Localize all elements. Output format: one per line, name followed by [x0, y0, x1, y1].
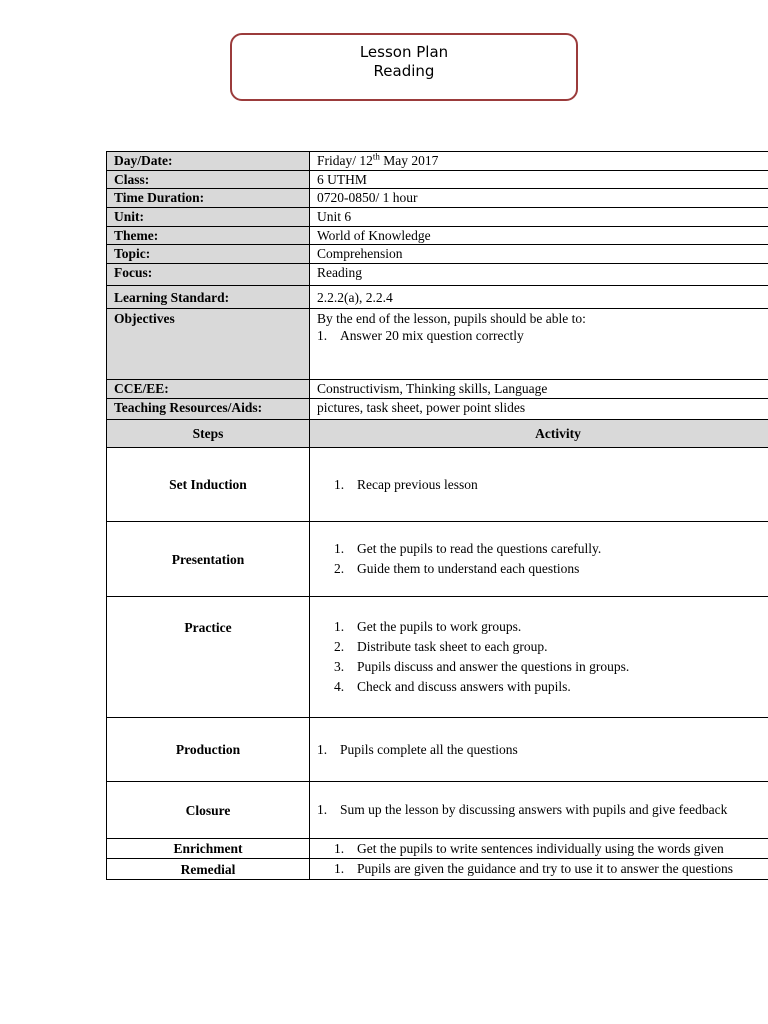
list-item: 1. Get the pupils to work groups. [334, 619, 522, 634]
row-time [107, 189, 768, 208]
day-date-value: Friday/ 12th May 2017 [310, 152, 768, 171]
title-line-2: Reading [373, 62, 435, 80]
unit-value: Unit 6 [310, 208, 768, 227]
row-set-induction [107, 448, 768, 522]
row-closure [107, 782, 768, 839]
list-item: 1. Get the pupils to read the questions carefully. [334, 541, 602, 556]
row-unit [107, 208, 768, 227]
row-learning-standard [107, 286, 768, 309]
steps-header: Steps [107, 420, 310, 448]
day-date-label: Day/Date: [107, 152, 310, 171]
theme-label: Theme: [107, 227, 310, 245]
objectives-value [310, 309, 768, 380]
row-theme [107, 227, 768, 245]
set-induction-label: Set Induction [107, 448, 310, 522]
set-induction-activity [310, 448, 768, 522]
topic-value: Comprehension [310, 245, 768, 264]
learning-standard-label: Learning Standard: [107, 286, 310, 309]
time-label: Time Duration: [107, 189, 310, 208]
row-presentation [107, 522, 768, 597]
list-item: 1. Get the pupils to write sentences individually using the words given [334, 840, 724, 856]
presentation-label: Presentation [107, 522, 310, 597]
focus-value: Reading [310, 264, 768, 286]
teaching-resources-value: pictures, task sheet, power point slides [310, 399, 768, 420]
production-label: Production [107, 718, 310, 782]
objectives-label: Objectives [107, 309, 310, 380]
time-value: 0720-0850/ 1 hour [310, 189, 768, 208]
presentation-activity [310, 522, 768, 597]
learning-standard-value: 2.2.2(a), 2.2.4 [310, 286, 768, 309]
teaching-resources-label: Teaching Resources/Aids: [107, 399, 310, 420]
objective-item: 1. Answer 20 mix question correctly [317, 328, 524, 343]
row-focus [107, 264, 768, 286]
title-line-1: Lesson Plan [359, 43, 449, 61]
row-topic [107, 245, 768, 264]
cce-ee-label: CCE/EE: [107, 380, 310, 399]
class-label: Class: [107, 171, 310, 189]
lesson-plan-table [106, 151, 768, 880]
row-objectives [107, 309, 768, 380]
list-item: 1. Recap previous lesson [334, 476, 478, 492]
enrichment-activity [310, 839, 768, 859]
production-activity [310, 718, 768, 782]
remedial-activity [310, 859, 768, 880]
closure-activity [310, 782, 768, 839]
row-enrichment [107, 839, 768, 859]
practice-activity [310, 597, 768, 718]
list-item: 1. Pupils complete all the questions [317, 741, 518, 757]
remedial-label: Remedial [107, 859, 310, 880]
title-box [230, 33, 578, 101]
enrichment-label: Enrichment [107, 839, 310, 859]
list-item: 1. Pupils are given the guidance and try to use it to answer the questions [334, 861, 734, 876]
row-steps-header [107, 420, 768, 448]
theme-value: World of Knowledge [310, 227, 768, 245]
list-item: 2. Distribute task sheet to each group. [334, 639, 548, 654]
topic-label: Topic: [107, 245, 310, 264]
row-teaching-resources [107, 399, 768, 420]
unit-label: Unit: [107, 208, 310, 227]
list-item: 2. Guide them to understand each questions [334, 561, 580, 576]
closure-label: Closure [107, 782, 310, 839]
cce-ee-value: Constructivism, Thinking skills, Language [310, 380, 768, 399]
row-practice [107, 597, 768, 718]
row-remedial [107, 859, 768, 880]
list-item: 3. Pupils discuss and answer the questions in groups. [334, 659, 630, 674]
activity-header: Activity [310, 420, 768, 448]
practice-label: Practice [107, 597, 310, 718]
objectives-intro: By the end of the lesson, pupils should be able to: [317, 311, 586, 326]
row-class [107, 171, 768, 189]
class-value: 6 UTHM [310, 171, 768, 189]
row-cce-ee [107, 380, 768, 399]
row-production [107, 718, 768, 782]
focus-label: Focus: [107, 264, 310, 286]
row-day-date [107, 152, 768, 171]
list-item: 1. Sum up the lesson by discussing answers with pupils and give feedback [317, 802, 728, 817]
list-item: 4. Check and discuss answers with pupils. [334, 679, 571, 694]
